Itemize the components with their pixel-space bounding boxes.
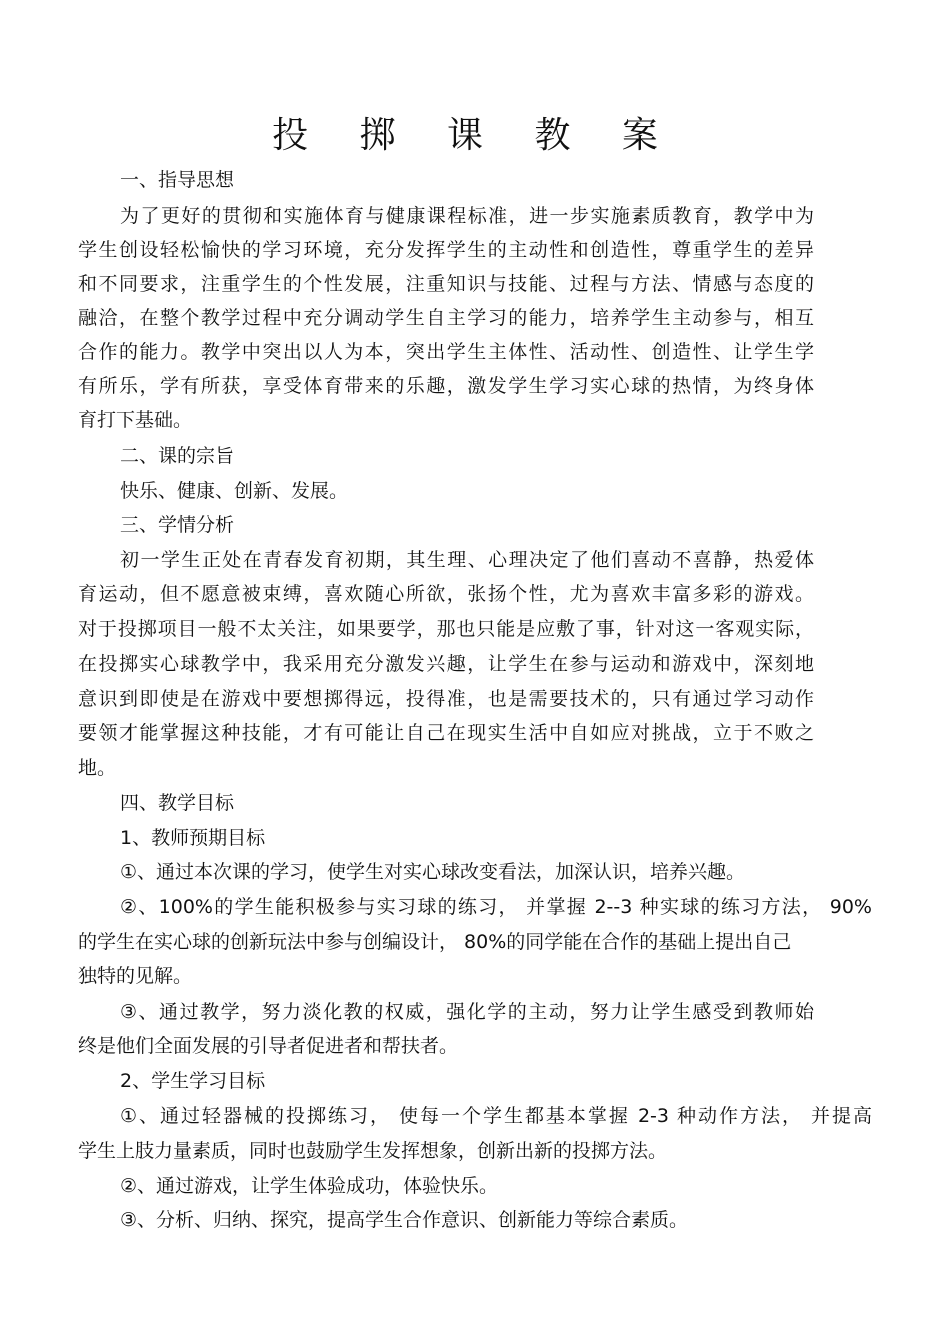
- paragraph-line: 合作的能力。教学中突出以人为本，突出学生主体性、活动性、创造性、让学生学: [78, 341, 814, 363]
- paragraph-line: 要领才能掌握这种技能，才有可能让自己在现实生活中自如应对挑战，立于不败之: [78, 722, 814, 744]
- section-heading-guiding-idea: 一、指导思想: [120, 169, 235, 191]
- paragraph-line: 为了更好的贯彻和实施体育与健康课程标准，进一步实施素质教育，教学中为: [120, 205, 814, 227]
- goal-item: ①、通过本次课的学习，使学生对实心球改变看法，加深认识，培养兴趣。: [120, 861, 746, 883]
- goal-item: ①、通过轻器械的投掷练习， 使每一个学生都基本掌握 2-3 种动作方法， 并提高: [120, 1105, 872, 1127]
- goal-item-continued: 独特的见解。: [78, 965, 193, 987]
- goal-item: ②、通过游戏，让学生体验成功，体验快乐。: [120, 1175, 499, 1197]
- section-heading-purpose: 二、课的宗旨: [120, 445, 235, 467]
- subsection-heading-teacher-goals: 1、教师预期目标: [120, 827, 266, 849]
- section-heading-student-analysis: 三、学情分析: [120, 514, 235, 536]
- paragraph-line: 对于投掷项目一般不太关注，如果要学，那也只能是应敷了事，针对这一客观实际，: [78, 618, 814, 640]
- paragraph-line: 学生创设轻松愉快的学习环境，充分发挥学生的主动性和创造性，尊重学生的差异: [78, 239, 814, 261]
- section-heading-teaching-goals: 四、教学目标: [120, 792, 235, 814]
- paragraph-line: 在投掷实心球教学中，我采用充分激发兴趣，让学生在参与运动和游戏中，深刻地: [78, 653, 814, 675]
- paragraph-line: 融洽，在整个教学过程中充分调动学生自主学习的能力，培养学生主动参与，相互: [78, 307, 814, 329]
- paragraph-line: 地。: [78, 757, 117, 779]
- goal-item: ③、通过教学，努力淡化教的权威，强化学的主动，努力让学生感受到教师始: [120, 1001, 814, 1023]
- goal-item: ②、100%的学生能积极参与实习球的练习， 并掌握 2--3 种实球的练习方法， 90%: [120, 896, 872, 918]
- paragraph-line: 育打下基础。: [78, 409, 193, 431]
- goal-item-continued: 终是他们全面发展的引导者促进者和帮扶者。: [78, 1035, 459, 1057]
- paragraph-line: 快乐、健康、创新、发展。: [120, 480, 349, 502]
- paragraph-line: 有所乐，学有所获，享受体育带来的乐趣，激发学生学习实心球的热情，为终身体: [78, 375, 814, 397]
- goal-item-continued: 学生上肢力量素质，同时也鼓励学生发挥想象，创新出新的投掷方法。: [78, 1140, 668, 1162]
- paragraph-line: 初一学生正处在青春发育初期，其生理、心理决定了他们喜动不喜静，热爱体: [120, 549, 814, 571]
- paragraph-line: 和不同要求，注重学生的个性发展，注重知识与技能、过程与方法、情感与态度的: [78, 273, 814, 295]
- paragraph-line: 育运动，但不愿意被束缚，喜欢随心所欲，张扬个性，尤为喜欢丰富多彩的游戏。: [78, 583, 814, 605]
- paragraph-line: 意识到即使是在游戏中要想掷得远，投得准，也是需要技术的，只有通过学习动作: [78, 688, 814, 710]
- document-title: 投 掷 课 教 案: [272, 115, 678, 156]
- goal-item-continued: 的学生在实心球的创新玩法中参与创编设计， 80%的同学能在合作的基础上提出自己: [78, 931, 792, 953]
- goal-item: ③、分析、归纳、探究，提高学生合作意识、创新能力等综合素质。: [120, 1209, 689, 1231]
- subsection-heading-student-goals: 2、学生学习目标: [120, 1070, 266, 1092]
